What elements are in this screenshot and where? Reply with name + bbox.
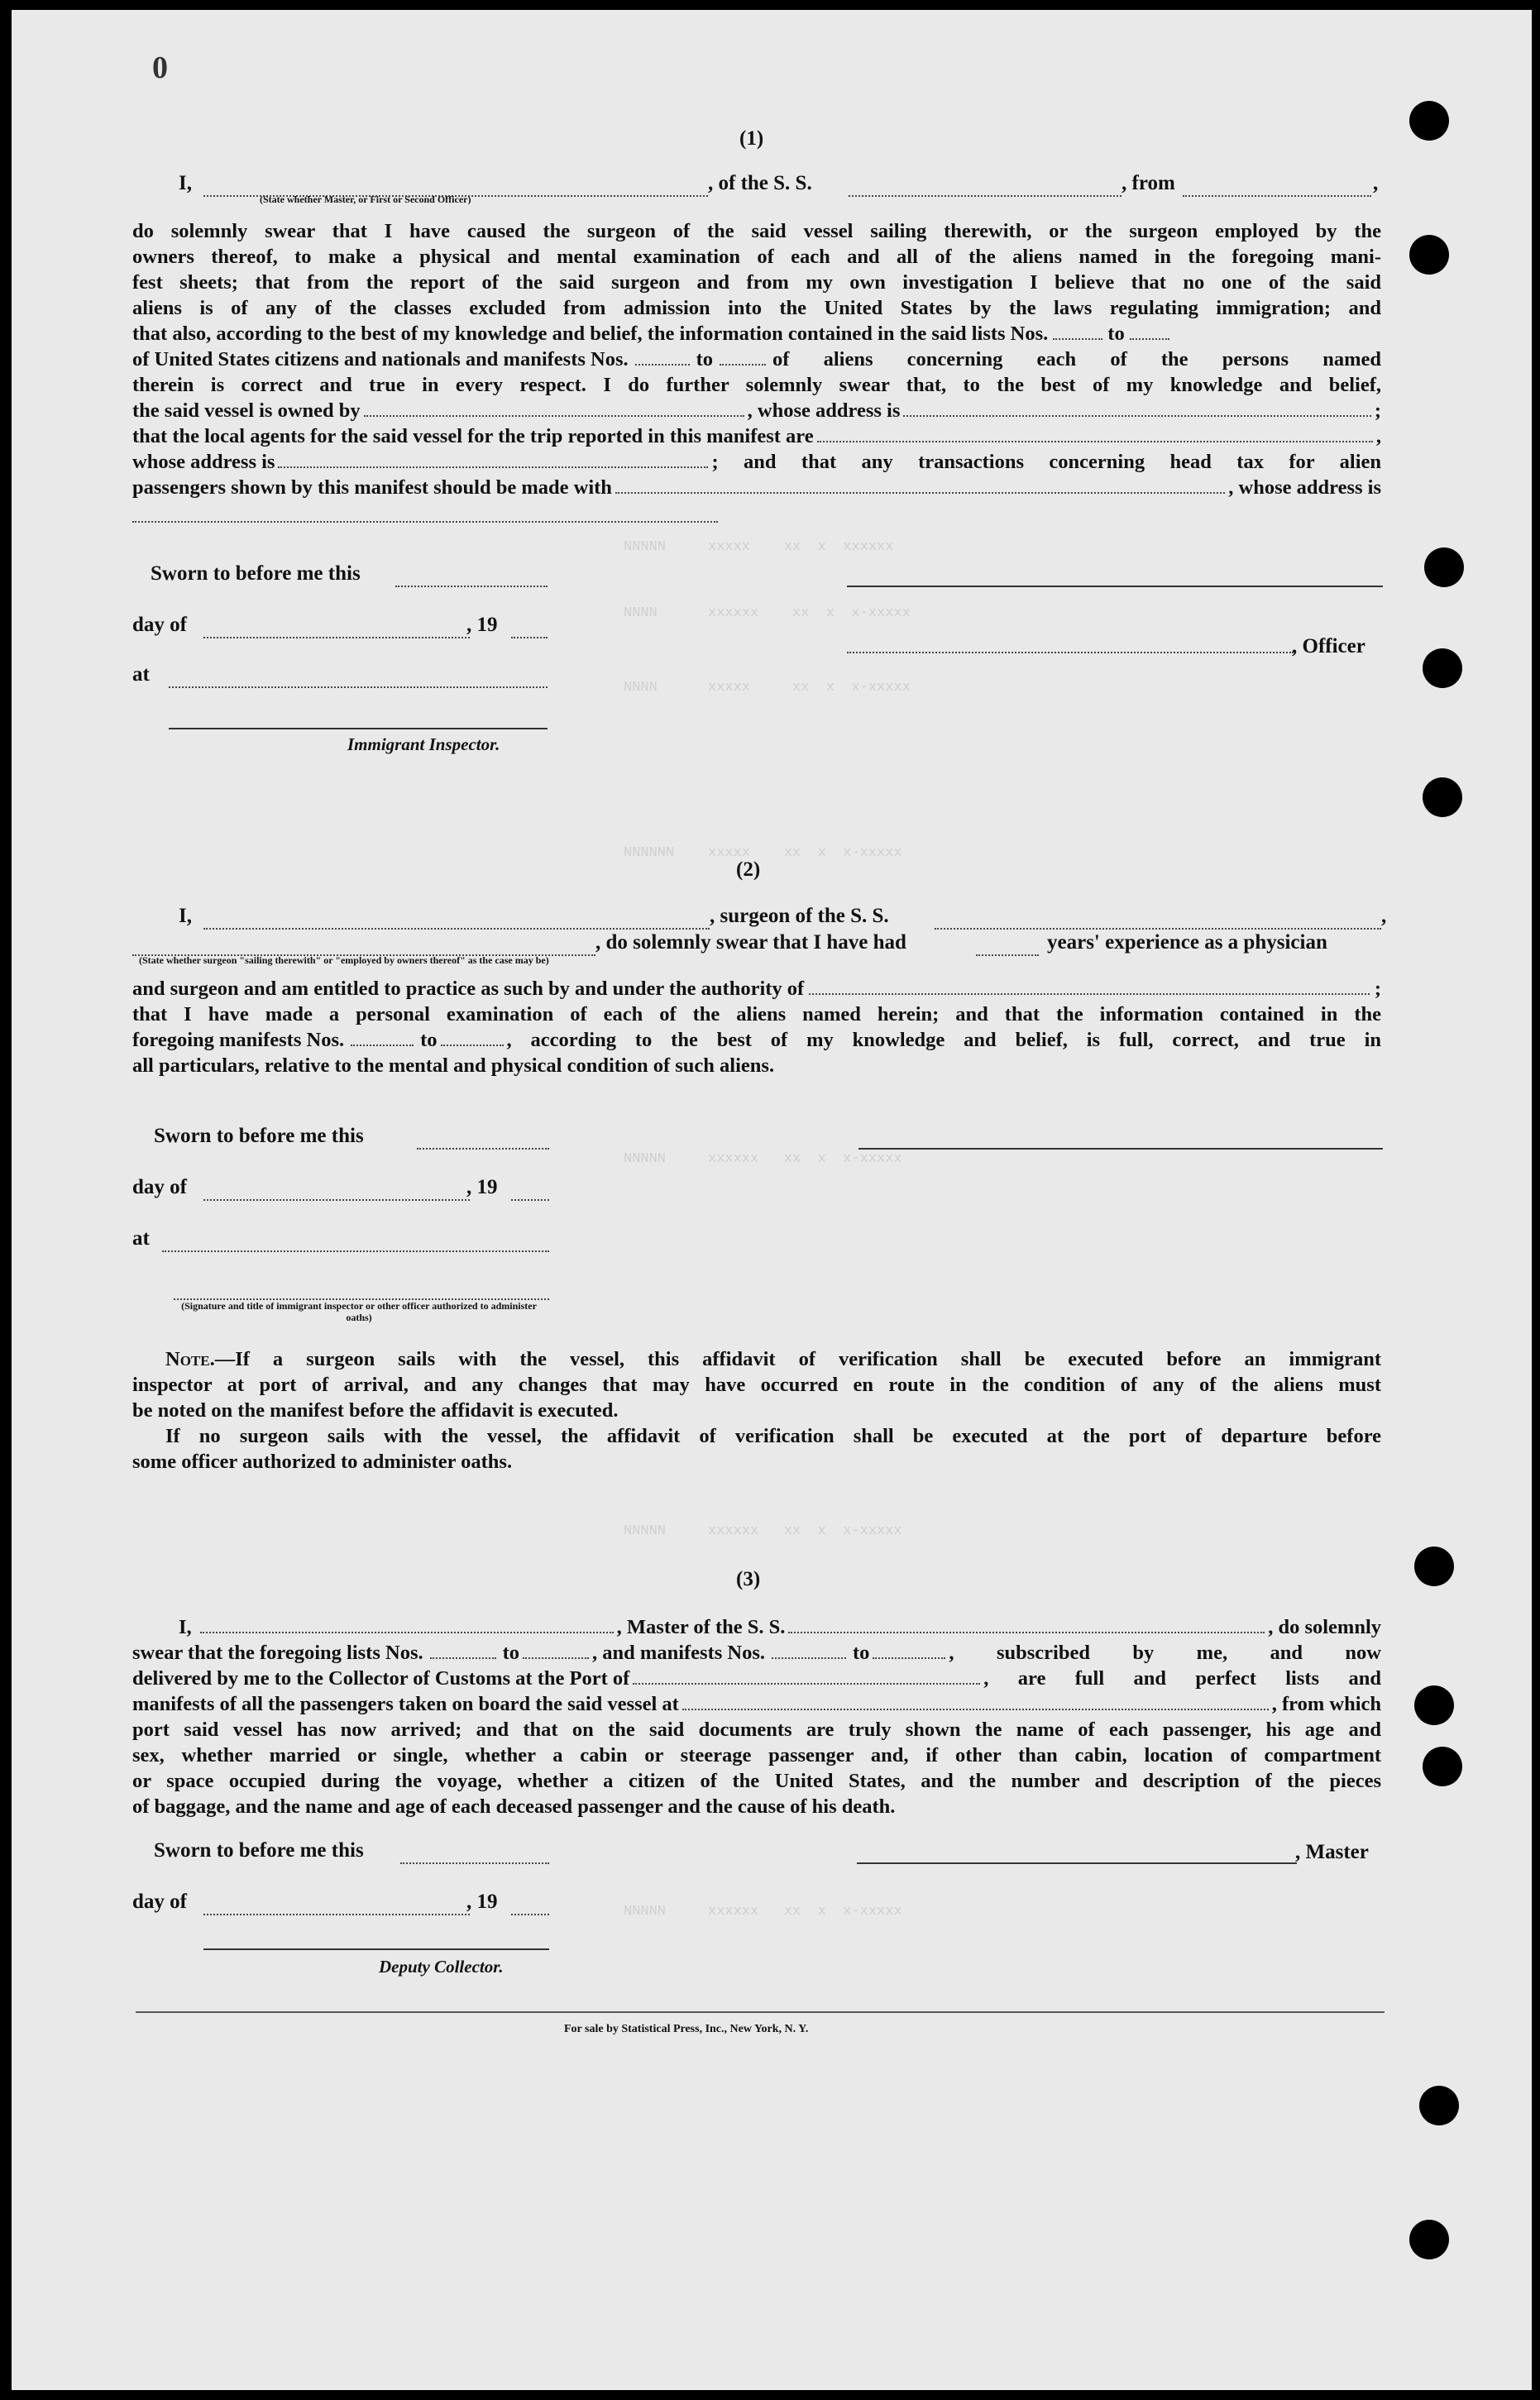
s1-owner-line: [132, 398, 1381, 423]
s2-to-label: to: [420, 1029, 438, 1051]
s1-agents-address-line: [132, 449, 1381, 475]
s2-authority-field[interactable]: [809, 978, 1370, 995]
s2-manifests-from-field[interactable]: [351, 1030, 414, 1046]
s1-year-field[interactable]: [511, 622, 548, 643]
corner-mark: 0: [152, 50, 168, 85]
s1-head-tax-line: [132, 475, 1381, 500]
s3-deputy-signature-line[interactable]: [203, 1948, 549, 1950]
s3-body-line: sex, whether married or single, whether a cabin or steerage passenger and, if other than cabin, location of compartment: [132, 1744, 1381, 1767]
s2-note-block: [132, 1346, 1381, 1475]
s1-at-label: at: [132, 663, 150, 686]
s1-at-field[interactable]: [169, 672, 548, 692]
s3-master-signature-line[interactable]: [857, 1862, 1297, 1864]
s3-i-label: I,: [179, 1616, 192, 1638]
s1-year-label: , 19: [466, 614, 498, 636]
s1-to-label: to: [696, 348, 714, 371]
s3-lists-to-field[interactable]: [523, 1642, 589, 1659]
s2-surgeon-of-label: , surgeon of the S. S.: [710, 905, 889, 927]
punch-hole: [1424, 547, 1464, 587]
s3-and-manifests: , and manifests Nos.: [592, 1642, 765, 1664]
bleed-through: NNNNN xxxxx xx x xxxxxx: [624, 539, 894, 555]
s2-comma: ,: [1381, 905, 1387, 927]
s1-head-tax-field[interactable]: [615, 477, 1225, 494]
s3-lists-from-field[interactable]: [430, 1642, 496, 1659]
s2-day-of-label: day of: [132, 1176, 187, 1198]
s2-swear-text: , do solemnly swear that I have had: [595, 931, 906, 954]
s1-manifests-to-field[interactable]: [720, 349, 766, 366]
s1-inspector-signature-line[interactable]: [169, 728, 548, 729]
s3-master-of-label: , Master of the S. S.: [616, 1616, 786, 1638]
s1-officer-title-field[interactable]: [847, 652, 1294, 653]
s3-body: [132, 1614, 1381, 1819]
s2-body-line: all particulars, relative to the mental and physical condition of such aliens.: [132, 1054, 775, 1077]
s2-body-line: that I have made a personal examination of each of the aliens named herein; and that the information contained in the: [132, 1003, 1381, 1025]
s3-deputy-label: Deputy Collector.: [379, 1957, 504, 1977]
punch-hole: [1423, 648, 1462, 688]
s1-body-line: that the local agents for the said vessel for the trip reported in this manifest are: [132, 425, 814, 447]
s3-master-name-field[interactable]: [200, 1617, 614, 1633]
s1-sworn-date-field[interactable]: [395, 571, 548, 591]
s2-years-field[interactable]: [976, 939, 1039, 960]
s1-of-ss-label: , of the S. S.: [708, 172, 812, 194]
s1-body-line: fest sheets; that from the report of the said surgeon and from my own investigation I believe that no one of the said: [132, 271, 1381, 294]
punch-hole: [1414, 1547, 1454, 1586]
s1-day-field[interactable]: [203, 622, 470, 643]
s1-sworn-label: Sworn to before me this: [151, 562, 361, 585]
s2-i-label: I,: [179, 905, 192, 927]
punch-hole: [1423, 1747, 1462, 1786]
s1-officer-label: , Officer: [1292, 635, 1365, 657]
section-2-number: (2): [736, 858, 761, 881]
s1-manifests-line: [132, 347, 1381, 372]
s3-manifests-to-field[interactable]: [873, 1642, 945, 1659]
s1-of-aliens-text: of aliens concerning each of the persons named: [772, 348, 1381, 371]
s3-year-label: , 19: [466, 1891, 498, 1913]
s2-note-text: be noted on the manifest before the affidavit is executed.: [132, 1399, 619, 1422]
s1-lists-to-field[interactable]: [1130, 323, 1169, 340]
s1-body-line: do solemnly swear that I have caused the surgeon of the said vessel sailing therewith, or the surgeon employed by the: [132, 220, 1381, 242]
s2-note-label: Note.: [165, 1348, 215, 1370]
s3-body-line: of baggage, and the name and age of each deceased passenger and the cause of his death.: [132, 1795, 896, 1818]
s1-from-label: , from: [1122, 172, 1175, 194]
s2-authority-text: and surgeon and am entitled to practice as such by and under the authority of: [132, 978, 805, 1000]
s2-note-text: inspector at port of arrival, and any changes that may have occurred en route in the condition of any of the aliens must: [132, 1374, 1381, 1396]
s2-years-text: years' experience as a physician: [1047, 931, 1327, 954]
s1-from-field[interactable]: [1183, 180, 1371, 201]
s3-day-field[interactable]: [203, 1899, 470, 1920]
s3-body-line: or space occupied during the voyage, whether a citizen of the United States, and the number and description of the pieces: [132, 1770, 1381, 1792]
s3-manifests-from-field[interactable]: [772, 1642, 846, 1659]
s1-body-line: the said vessel is owned by: [132, 399, 361, 422]
s1-body-line: aliens is of any of the classes excluded from admission into the United States by the laws regulating immigration; and: [132, 297, 1381, 319]
s1-comma: ,: [1373, 172, 1379, 194]
punch-hole: [1419, 2086, 1459, 2125]
s2-status-note: (State whether surgeon "sailing therewith" or "employed by owners thereof" as the case may be): [139, 954, 549, 966]
s2-signature-note: (Signature and title of immigrant inspector or other officer authorized to administer oaths): [181, 1300, 537, 1323]
s1-head-tax-address-line: [132, 500, 1381, 529]
bleed-through: NNNN xxxxx xx x x-xxxxx: [624, 680, 911, 696]
s1-manifests-from-field[interactable]: [635, 349, 690, 366]
s1-owner-address-field[interactable]: [903, 400, 1370, 417]
s3-port-field[interactable]: [633, 1668, 980, 1685]
punch-hole: [1409, 235, 1449, 275]
s1-body-line: therein is correct and true in every respect. I do further solemnly swear that, to the best of my knowledge and belief,: [132, 374, 1381, 396]
s1-head-tax-address-field[interactable]: [132, 506, 718, 523]
bleed-through: NNNNNN xxxxx xx x x-xxxxx: [624, 845, 902, 861]
s1-body-line: whose address is: [132, 451, 275, 473]
s1-inspector-label: Immigrant Inspector.: [347, 734, 500, 754]
s3-to-label: to: [502, 1642, 520, 1664]
bleed-through: NNNNN xxxxxx xx x x-xxxxx: [624, 1151, 902, 1167]
punch-hole: [1414, 1685, 1454, 1725]
s1-semicolon: ;: [1374, 399, 1381, 422]
s2-note-text: If no surgeon sails with the vessel, the affidavit of verification shall be executed at the port of departure before: [165, 1425, 1381, 1447]
s2-body: [132, 976, 1381, 1078]
s2-at-label: at: [132, 1227, 150, 1250]
s3-year-field[interactable]: [511, 1899, 549, 1920]
s3-master-line: [132, 1614, 1381, 1640]
s3-body-line: port said vessel has now arrived; and that on the said documents are truly shown the name of each passenger, his age and: [132, 1719, 1381, 1741]
s3-delivered: delivered by me to the Collector of Customs at the Port of: [132, 1667, 630, 1690]
s1-lists-from-field[interactable]: [1053, 323, 1102, 340]
punch-hole: [1409, 2220, 1449, 2259]
s1-body-line: of United States citizens and nationals and manifests Nos.: [132, 348, 629, 371]
s1-vessel-field[interactable]: [849, 180, 1122, 201]
s1-body-line: passengers shown by this manifest should be made with: [132, 476, 612, 499]
s1-whose-address-label: , whose address is: [747, 399, 901, 422]
s2-authority-line: and surgeon and am entitled to practice as such by and under the authority of ;: [132, 978, 1381, 1000]
s3-from-which: , from which: [1271, 1693, 1381, 1715]
s3-subscribed: , subscribed by me, and now: [949, 1642, 1381, 1664]
s2-foregoing-text: foregoing manifests Nos.: [132, 1029, 345, 1051]
s3-boarded-line: [132, 1691, 1381, 1717]
s1-officer-note: (State whether Master, or First or Second Officer): [260, 194, 471, 205]
s2-sworn-date-field[interactable]: [417, 1133, 549, 1154]
s2-sworn-label: Sworn to before me this: [154, 1125, 364, 1147]
s3-swear-lists: swear that the foregoing lists Nos.: [132, 1642, 423, 1664]
section-1-number: (1): [739, 127, 764, 150]
s1-agents-line: that the local agents for the said vessel for the trip reported in this manifest are ,: [132, 425, 1381, 447]
punch-hole: [1423, 777, 1462, 817]
s1-day-of-label: day of: [132, 614, 187, 636]
bleed-through: NNNNN xxxxxx xx x x-xxxxx: [624, 1904, 902, 1920]
s2-foregoing-line: [132, 1027, 1381, 1053]
s3-day-of-label: day of: [132, 1891, 187, 1913]
bleed-through: NNNN xxxxxx xx x x-xxxxx: [624, 605, 911, 621]
s2-note-text: some officer authorized to administer oaths.: [132, 1451, 513, 1473]
s1-agents-address-field[interactable]: [278, 452, 708, 468]
s2-year-label: , 19: [466, 1176, 498, 1198]
s3-vessel-field[interactable]: [788, 1617, 1265, 1633]
s3-sworn-date-field[interactable]: [400, 1848, 549, 1868]
s3-to-label: to: [853, 1642, 870, 1664]
section-3-number: (3): [736, 1568, 761, 1590]
s2-note-text: —If a surgeon sails with the vessel, this affidavit of verification shall be executed before an immigrant: [214, 1348, 1381, 1370]
s1-to-label: to: [1107, 323, 1125, 345]
s1-body-line: that also, according to the best of my knowledge and belief, the information contained in the said lists Nos.: [132, 323, 1049, 345]
bleed-through: NNNNN xxxxxx xx x x-xxxxx: [624, 1523, 902, 1539]
s2-surgeon-signature-line[interactable]: [858, 1148, 1383, 1150]
s2-at-field[interactable]: [162, 1236, 549, 1256]
s3-port-line: [132, 1666, 1381, 1691]
s3-manifests-all: manifests of all the passengers taken on board the said vessel at: [132, 1693, 679, 1715]
s2-manifests-to-field[interactable]: [441, 1030, 504, 1046]
s3-master-label: , Master: [1295, 1841, 1369, 1863]
manifest-affidavit-page: [12, 10, 1532, 2390]
s1-body-line: owners thereof, to make a physical and mental examination of each and all of the aliens named in the foregoing mani-: [132, 246, 1381, 268]
s1-agents-field[interactable]: [817, 426, 1373, 442]
s1-head-tax-text: ; and that any transactions concerning head tax for alien: [711, 451, 1381, 473]
s1-whose-address-label: , whose address is: [1228, 476, 1381, 499]
s3-do-solemnly: , do solemnly: [1268, 1616, 1381, 1638]
s1-lists-line: [132, 321, 1381, 347]
s2-year-field[interactable]: [511, 1184, 549, 1205]
s3-sworn-label: Sworn to before me this: [154, 1839, 364, 1862]
s3-lists-line: [132, 1640, 1381, 1666]
s1-officer-signature-line[interactable]: [847, 586, 1383, 587]
punch-hole: [1409, 101, 1449, 141]
s2-note-line: [132, 1346, 1381, 1372]
footer-rule: [136, 2011, 1385, 2013]
footer-printer: For sale by Statistical Press, Inc., New York, N. Y.: [564, 2023, 809, 2035]
s2-according-text: , according to the best of my knowledge and belief, is full, correct, and true in: [506, 1029, 1381, 1051]
s1-body: [132, 218, 1381, 529]
s3-full-perfect: , are full and perfect lists and: [983, 1667, 1381, 1690]
s1-owner-field[interactable]: [364, 400, 744, 417]
s1-i-label: I,: [179, 172, 192, 194]
s2-day-field[interactable]: [203, 1184, 470, 1205]
s3-boarded-at-field[interactable]: [682, 1694, 1269, 1710]
